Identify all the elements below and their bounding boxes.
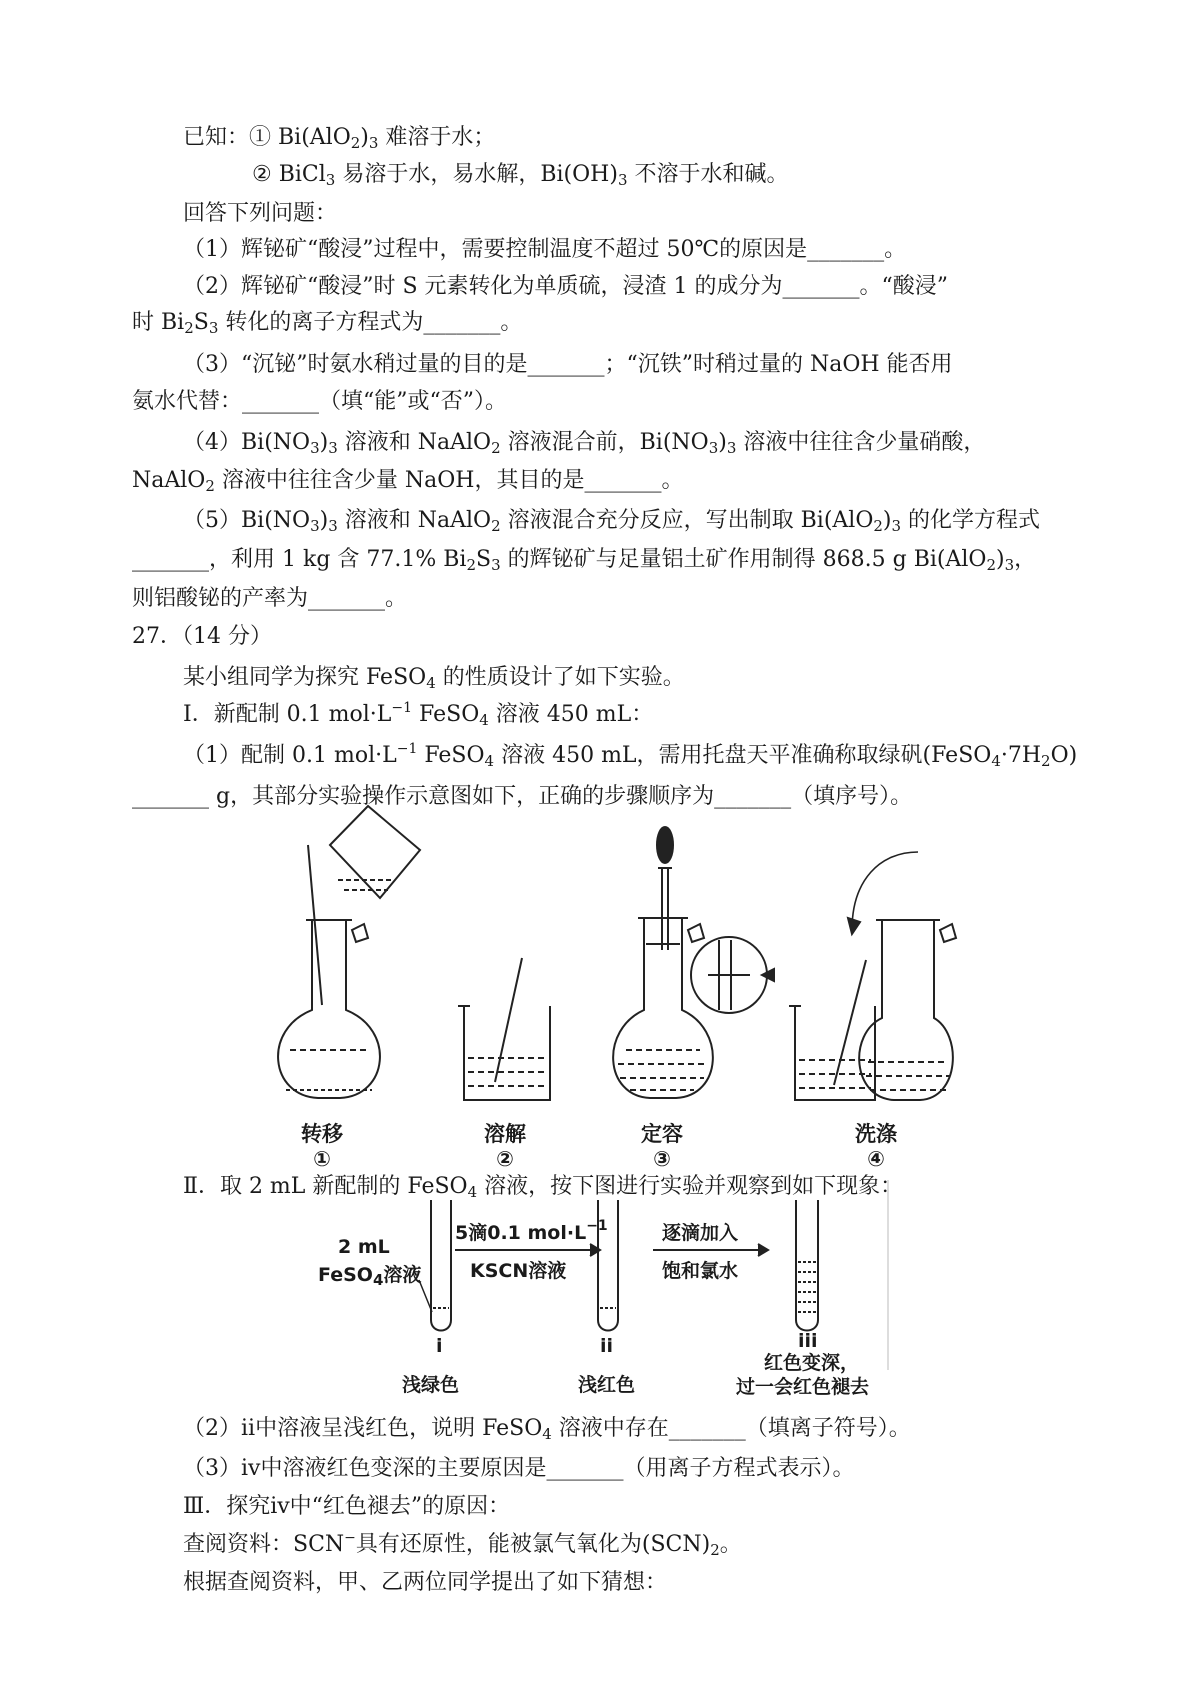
- tube-1-color: 浅绿色: [402, 1374, 460, 1396]
- q27-header: 27．（14 分）: [132, 624, 272, 649]
- beaker-icon: [458, 1006, 550, 1100]
- step-number-4: ④: [867, 1147, 885, 1171]
- beaker-icon: [789, 1006, 875, 1100]
- q26-2-line1: （2）辉铋矿“酸浸”时 S 元素转化为单质硫，浸渣 1 的成分为_______。“酸浸”: [183, 274, 949, 299]
- step-label-wash: 洗涤: [855, 1122, 897, 1146]
- step-number-3: ③: [653, 1147, 671, 1171]
- q27-part-2: Ⅱ．取 2 mL 新配制的 FeSO$_4$ 溶液，按下图进行实验并观察到如下现象：: [183, 1174, 903, 1201]
- eye-icon: [762, 969, 774, 981]
- step-label-transfer: 转移: [301, 1122, 343, 1146]
- test-tube-icon: [796, 1200, 818, 1331]
- q27-1-line1: （1）配制 0.1 $mol\cdot L^{-1}$ FeSO$_4$ 溶液 450 mL，需用托盘天平准确称取绿矾$(FeSO_4\cdot 7H_2O)$: [183, 741, 1078, 770]
- q27-2: （2）ⅱ中溶液呈浅红色，说明 FeSO$_4$ 溶液中存在_______（填离子符号）。: [183, 1416, 911, 1443]
- q27-3: （3）ⅳ中溶液红色变深的主要原因是_______（用离子方程式表示）。: [183, 1456, 855, 1481]
- dropper-icon: [658, 868, 672, 950]
- step-label-fix-volume: 定容: [641, 1122, 683, 1146]
- step-label-dissolve: 溶解: [484, 1122, 526, 1146]
- known-line-2: ② BiCl$_3$ 易溶于水，易水解，$Bi(OH)_3$ 不溶于水和碱。: [252, 162, 789, 189]
- start-solution-label: FeSO$_4$溶液: [318, 1264, 422, 1289]
- q26-3-line2: 氨水代替：_______（填“能”或“否”）。: [132, 389, 507, 414]
- stirring-rod-icon: [495, 958, 522, 1082]
- dropper-bulb-icon: [657, 827, 673, 863]
- reagent-1-top: 5滴0.1 $mol\cdot L^{-1}$: [455, 1218, 608, 1244]
- q27-part-3: Ⅲ．探究ⅳ中“红色褪去”的原因：: [183, 1494, 511, 1519]
- q26-5-line3: 则铝酸铋的产率为_______。: [132, 586, 408, 611]
- q26-5-line1: $(5)Bi(NO_3)_3$ 溶液和 NaAlO$_2$ 溶液混合充分反应，写出制取 $Bi(AlO_2)_3$ 的化学方程式: [183, 508, 1041, 535]
- volumetric-flask-icon: [278, 920, 380, 1098]
- q26-4-line2: NaAlO$_2$ 溶液中往往含少量 NaOH，其目的是_______。: [132, 468, 684, 495]
- tube-1-id: i: [436, 1335, 443, 1357]
- step-number-2: ②: [496, 1147, 514, 1171]
- beaker-pouring-icon: [330, 806, 420, 898]
- rotate-arrow-icon: [852, 852, 918, 930]
- known-line-1: 已知：① $Bi(AlO_2)_3$ 难溶于水；: [183, 125, 496, 152]
- tube-2-id: ii: [600, 1335, 614, 1357]
- q27-lookup: 查阅资料：SCN−具有还原性，能被氯气氧化为$(SCN)_2$。: [183, 1530, 742, 1559]
- q26-3-line1: （3）“沉铋”时氨水稍过量的目的是_______；“沉铁”时稍过量的 NaOH 能否用: [183, 352, 953, 377]
- reagent-1-bottom: KSCN溶液: [470, 1260, 567, 1282]
- q26-5-line2: _______，利用 1 kg 含 77.1% $Bi_2S_3$ 的辉铋矿与足量铝土矿作用制得 868.5 g $Bi(AlO_2)_3$，: [132, 547, 1037, 574]
- q26-2-line2: 时 $Bi_2S_3$ 转化的离子方程式为_______。: [132, 310, 523, 337]
- q27-intro: 某小组同学为探究 FeSO$_4$ 的性质设计了如下实验。: [183, 665, 685, 692]
- reagent-2-bottom: 饱和氯水: [662, 1260, 739, 1282]
- tube-3-color-1: 红色变深，: [764, 1352, 860, 1374]
- answer-intro: 回答下列问题：: [183, 201, 338, 226]
- glass-rod-icon: [308, 845, 322, 1005]
- q27-hypothesis: 根据查阅资料，甲、乙两位同学提出了如下猜想：: [183, 1570, 668, 1595]
- q27-1-line2: _______ g，其部分实验操作示意图如下，正确的步骤顺序为_______（填序号）。: [132, 784, 913, 809]
- start-volume-label: 2 mL: [338, 1236, 390, 1258]
- reagent-2-top: 逐滴加入: [662, 1222, 739, 1244]
- q26-4-line1: $(4)Bi(NO_3)_3$ 溶液和 NaAlO$_2$ 溶液混合前，$Bi(NO_3)_3$ 溶液中往往含少量硝酸，: [183, 430, 986, 457]
- volumetric-flask-icon: [859, 920, 956, 1100]
- q26-1: （1）辉铋矿“酸浸”过程中，需要控制温度不超过 50℃的原因是_______。: [183, 237, 907, 262]
- test-tube-icon: [431, 1200, 451, 1331]
- stirring-rod-icon: [834, 960, 866, 1085]
- step-number-1: ①: [313, 1147, 331, 1171]
- q27-part-1: Ⅰ．新配制 0.1 $mol\cdot L^{-1}$ FeSO$_4$ 溶液 450 mL：: [183, 700, 654, 729]
- tube-2-color: 浅红色: [578, 1374, 636, 1396]
- tube-3-id: iii: [798, 1330, 818, 1352]
- tube-3-color-2: 过一会红色褪去: [736, 1376, 870, 1398]
